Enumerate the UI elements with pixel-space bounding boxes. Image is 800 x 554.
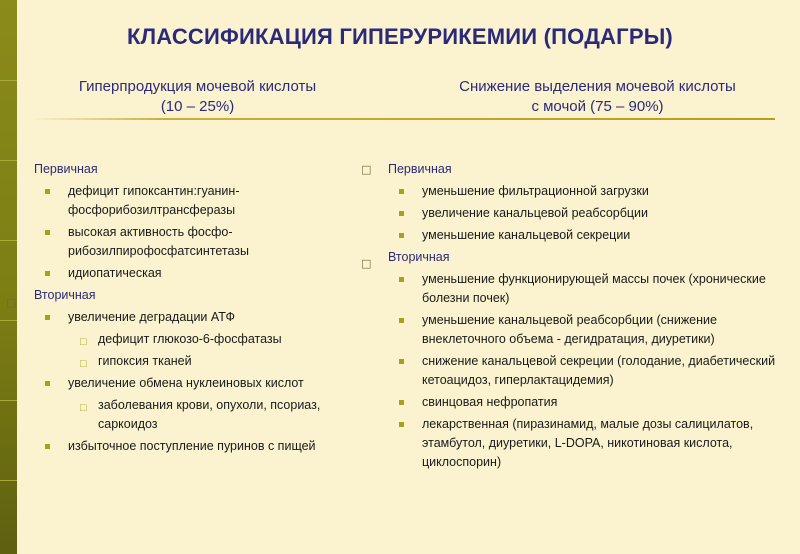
item-text: увеличение деградации АТФ bbox=[68, 310, 235, 324]
left-secondary-heading: Вторичная bbox=[34, 288, 96, 302]
list-item bbox=[34, 182, 364, 220]
list-item bbox=[388, 352, 778, 390]
left-header-line1: Гиперпродукция мочевой кислоты bbox=[78, 78, 317, 95]
right-header-line2: с мочой (75 – 90%) bbox=[531, 98, 664, 115]
placeholder-square-icon: □ bbox=[361, 163, 372, 176]
list-item bbox=[388, 393, 778, 412]
left-header-line2: (10 – 25%) bbox=[160, 98, 235, 115]
right-secondary-heading: Вторичная bbox=[388, 250, 450, 264]
sub-item-text: заболевания крови, опухоли, псориаз, саркоидоз bbox=[98, 398, 321, 431]
item-text: увеличение обмена нуклеиновых кислот bbox=[68, 376, 304, 390]
bullet-icon bbox=[45, 230, 50, 235]
list-item bbox=[388, 204, 778, 223]
left-primary-heading: Первичная bbox=[34, 162, 98, 176]
list-item bbox=[34, 264, 364, 283]
sub-list-item bbox=[34, 396, 364, 434]
bullet-icon bbox=[45, 315, 50, 320]
slide-title: КЛАССИФИКАЦИЯ ГИПЕРУРИКЕМИИ (ПОДАГРЫ) bbox=[127, 24, 673, 49]
header-divider bbox=[30, 118, 775, 120]
right-header-line1: Снижение выделения мочевой кислоты bbox=[459, 78, 736, 95]
item-text: уменьшение канальцевой реабсорбции (снижение внеклеточного объема - дегидратация, диуретики) bbox=[422, 313, 717, 346]
bullet-icon bbox=[399, 277, 404, 282]
sub-item-text: дефицит глюкозо-6-фосфатазы bbox=[98, 332, 282, 346]
right-primary-heading: Первичная bbox=[388, 162, 452, 176]
left-column-header bbox=[30, 77, 365, 117]
square-bullet-icon: □ bbox=[80, 402, 87, 414]
list-item bbox=[388, 415, 778, 472]
bullet-icon bbox=[399, 359, 404, 364]
list-item bbox=[34, 308, 364, 327]
bullet-icon bbox=[399, 233, 404, 238]
item-text: избыточное поступление пуринов с пищей bbox=[68, 439, 316, 453]
bullet-icon bbox=[399, 400, 404, 405]
list-item bbox=[34, 374, 364, 393]
placeholder-square-icon: □ bbox=[361, 257, 372, 270]
bullet-icon bbox=[45, 271, 50, 276]
square-bullet-icon: □ bbox=[80, 336, 87, 348]
list-item bbox=[388, 270, 778, 308]
square-bullet-icon: □ bbox=[80, 358, 87, 370]
list-item bbox=[388, 226, 778, 245]
right-list bbox=[388, 160, 778, 472]
decorative-side-bar bbox=[0, 0, 17, 554]
right-column-header bbox=[420, 77, 775, 117]
list-item bbox=[388, 311, 778, 349]
bullet-icon bbox=[399, 211, 404, 216]
item-text: лекарственная (пиразинамид, малые дозы салицилатов, этамбутол, диуретики, L-DOPA, никотиновая кислота, циклоспорин) bbox=[422, 417, 754, 469]
bullet-icon bbox=[45, 189, 50, 194]
bullet-icon bbox=[399, 189, 404, 194]
item-text: свинцовая нефропатия bbox=[422, 395, 558, 409]
sub-list-item bbox=[34, 330, 364, 349]
list-item bbox=[34, 223, 364, 261]
item-text: снижение канальцевой секреции (голодание, диабетический кетоацидоз, гиперлактацидемия) bbox=[422, 354, 776, 387]
placeholder-square-icon: □ bbox=[6, 296, 17, 309]
item-text: уменьшение фильтрационной загрузки bbox=[422, 184, 649, 198]
sub-list-item bbox=[34, 352, 364, 371]
item-text: увеличение канальцевой реабсорбции bbox=[422, 206, 649, 220]
item-text: уменьшение функционирующей массы почек (хронические болезни почек) bbox=[422, 272, 766, 305]
bullet-icon bbox=[399, 422, 404, 427]
item-text: идиопатическая bbox=[68, 266, 162, 280]
item-text: уменьшение канальцевой секреции bbox=[422, 228, 631, 242]
item-text: дефицит гипоксантин:гуанин-фосфорибозилтрансферазы bbox=[68, 184, 240, 217]
sub-item-text: гипоксия тканей bbox=[98, 354, 192, 368]
list-item bbox=[388, 182, 778, 201]
item-text: высокая активность фосфо-рибозилпирофосфатсинтетазы bbox=[68, 225, 249, 258]
list-item bbox=[34, 437, 364, 456]
left-list bbox=[34, 160, 364, 456]
bullet-icon bbox=[45, 444, 50, 449]
bullet-icon bbox=[399, 318, 404, 323]
bullet-icon bbox=[45, 381, 50, 386]
